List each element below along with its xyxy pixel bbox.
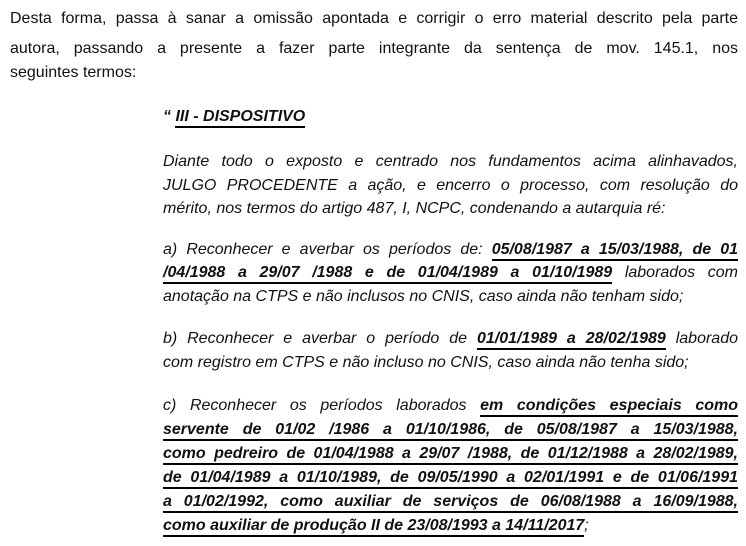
p1-line-3: mérito, nos termos do artigo 487, I, NCPC, condenando a autarquia ré: bbox=[163, 200, 666, 217]
item-c-line-4 bbox=[163, 469, 738, 487]
intro-line-1: Desta forma, passa à sanar a omissão apontada e corrigir o erro material descrito pela parte bbox=[10, 10, 738, 27]
item-c-text: c) Reconhecer os períodos laborados bbox=[163, 397, 481, 414]
item-b-highlight: 01/01/1989 a 28/02/1989 bbox=[477, 330, 666, 350]
item-b-line-1 bbox=[163, 330, 738, 348]
intro-line-2: autora, passando a presente a fazer parte integrante da sentença de mov. 145.1, nos bbox=[10, 40, 738, 57]
item-c-line-1 bbox=[163, 397, 738, 415]
item-a-text-2: laborados com bbox=[612, 264, 738, 281]
item-c-highlight-1: em condições especiais como bbox=[480, 397, 738, 417]
item-a-line-2 bbox=[163, 264, 738, 282]
item-a-line-1 bbox=[163, 241, 738, 259]
item-c-highlight-5: a 01/02/1992, como auxiliar de serviços de 06/08/1988 a 16/09/1988, bbox=[163, 493, 738, 513]
item-c-line-5 bbox=[163, 493, 738, 511]
p1-line-2: JULGO PROCEDENTE a ação, e encerro o processo, com resolução do bbox=[163, 177, 738, 194]
item-b-text: b) Reconhecer e averbar o período de bbox=[163, 330, 477, 347]
heading-text: III - DISPOSITIVO bbox=[175, 108, 305, 128]
item-c-highlight-6: como auxiliar de produção II de 23/08/1993 a 14/11/2017 bbox=[163, 517, 584, 537]
intro-line-3: seguintes termos: bbox=[10, 64, 137, 81]
item-b-line-2: com registro em CTPS e não incluso no CNIS, caso ainda não tenha sido; bbox=[163, 354, 689, 371]
item-a-line-3: anotação na CTPS e não inclusos no CNIS, caso ainda não tenham sido; bbox=[163, 288, 684, 305]
item-a-text: a) Reconhecer e averbar os períodos de: bbox=[163, 241, 492, 258]
item-c-highlight-3: como pedreiro de 01/04/1988 a 29/07 /1988, de 01/12/1988 a 28/02/1989, bbox=[163, 445, 738, 465]
item-a-highlight-2: /04/1988 a 29/07 /1988 e de 01/04/1989 a 01/10/1989 bbox=[163, 264, 612, 284]
item-c-highlight-2: servente de 01/02 /1986 a 01/10/1986, de 05/08/1987 a 15/03/1988, bbox=[163, 421, 738, 441]
section-heading bbox=[163, 108, 738, 126]
item-b-text-2: laborado bbox=[665, 330, 739, 347]
item-a-highlight-1: 05/08/1987 a 15/03/1988, de 01 bbox=[492, 241, 738, 261]
item-c-highlight-4: de 01/04/1989 a 01/10/1989, de 09/05/1990 a 02/01/1991 e de 01/06/1991 bbox=[163, 469, 738, 489]
p1-line-1: Diante todo o exposto e centrado nos fundamentos acima alinhavados, bbox=[163, 153, 738, 170]
opening-quote: “ bbox=[163, 108, 176, 125]
item-c-line-6 bbox=[163, 517, 738, 535]
item-c-line-2 bbox=[163, 421, 738, 439]
item-c-line-3 bbox=[163, 445, 738, 463]
item-c-end: ; bbox=[584, 517, 589, 534]
